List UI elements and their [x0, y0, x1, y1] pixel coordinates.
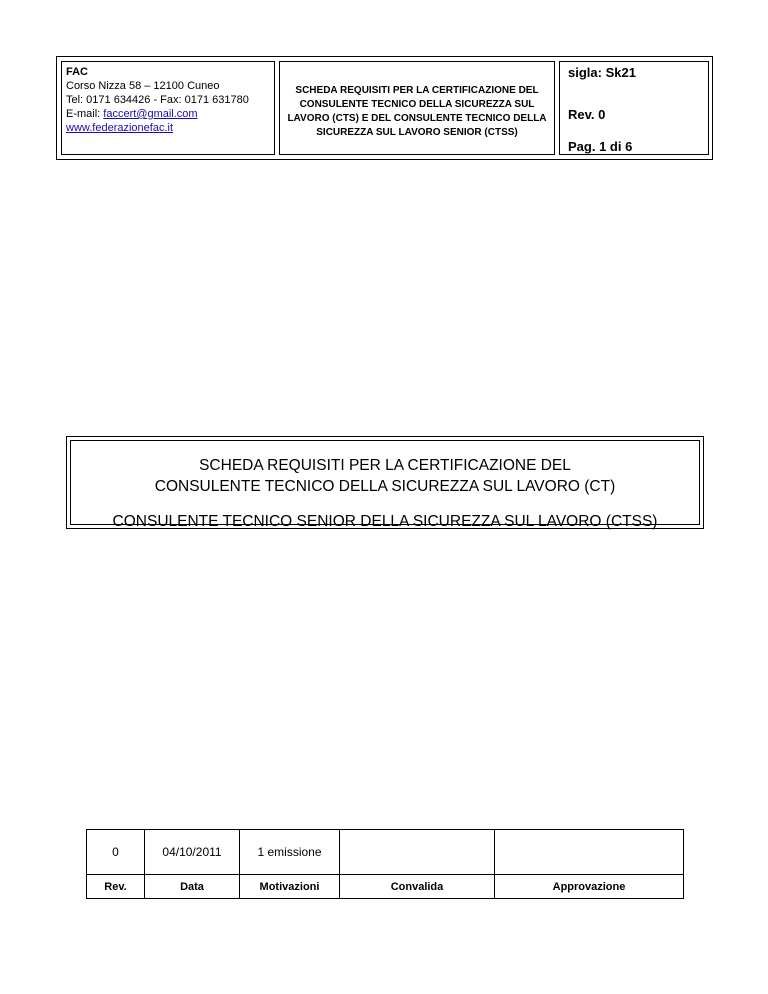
- website-link[interactable]: www.federazionefac.it: [66, 122, 173, 134]
- reason-header: Motivazioni: [240, 875, 340, 899]
- header-title-line: CONSULENTE TECNICO DELLA SICUREZZA SUL: [299, 99, 535, 110]
- rev-value: 0: [87, 830, 145, 875]
- organization-email-line: [66, 107, 270, 121]
- organization-info: [61, 61, 275, 155]
- header-title-line: LAVORO (CTS) E DEL CONSULENTE TECNICO DELLA: [287, 113, 547, 124]
- organization-phone-fax: Tel: 0171 634426 - Fax: 0171 631780: [66, 94, 249, 106]
- page-number: Pag. 1 di 6: [568, 139, 633, 154]
- main-title-line-1: SCHEDA REQUISITI PER LA CERTIFICAZIONE DEL: [199, 457, 571, 474]
- document-code: sigla: Sk21: [568, 65, 636, 80]
- approval-value: [495, 830, 684, 875]
- document-header: [56, 56, 713, 160]
- main-title-box: [66, 436, 704, 529]
- revision-table: [86, 829, 684, 899]
- reason-value: 1 emissione: [240, 830, 340, 875]
- document-metadata: [559, 61, 709, 155]
- table-header-row: [87, 875, 684, 899]
- rev-header: Rev.: [87, 875, 145, 899]
- date-value: 04/10/2011: [145, 830, 240, 875]
- email-label: E-mail:: [66, 108, 104, 120]
- document-revision: Rev. 0: [568, 107, 606, 122]
- header-document-title: [279, 61, 555, 155]
- date-header: Data: [145, 875, 240, 899]
- organization-address: Corso Nizza 58 – 12100 Cuneo: [66, 80, 220, 92]
- organization-name: FAC: [66, 66, 88, 78]
- main-title-line-3: CONSULENTE TECNICO SENIOR DELLA SICUREZZA SUL LAVORO (CTSS): [112, 513, 658, 530]
- validation-header: Convalida: [340, 875, 495, 899]
- header-title-text: [280, 84, 554, 140]
- main-title-inner-border: [70, 440, 700, 530]
- header-title-line: SICUREZZA SUL LAVORO SENIOR (CTSS): [316, 127, 518, 138]
- main-title-line-2: CONSULENTE TECNICO DELLA SICUREZZA SUL LAVORO (CT): [154, 478, 616, 495]
- approval-header: Approvazione: [495, 875, 684, 899]
- organization-website-line: [66, 121, 270, 135]
- email-link[interactable]: faccert@gmail.com: [103, 108, 198, 120]
- validation-value: [340, 830, 495, 875]
- table-row: [87, 830, 684, 875]
- header-title-line: SCHEDA REQUISITI PER LA CERTIFICAZIONE DEL: [295, 85, 539, 96]
